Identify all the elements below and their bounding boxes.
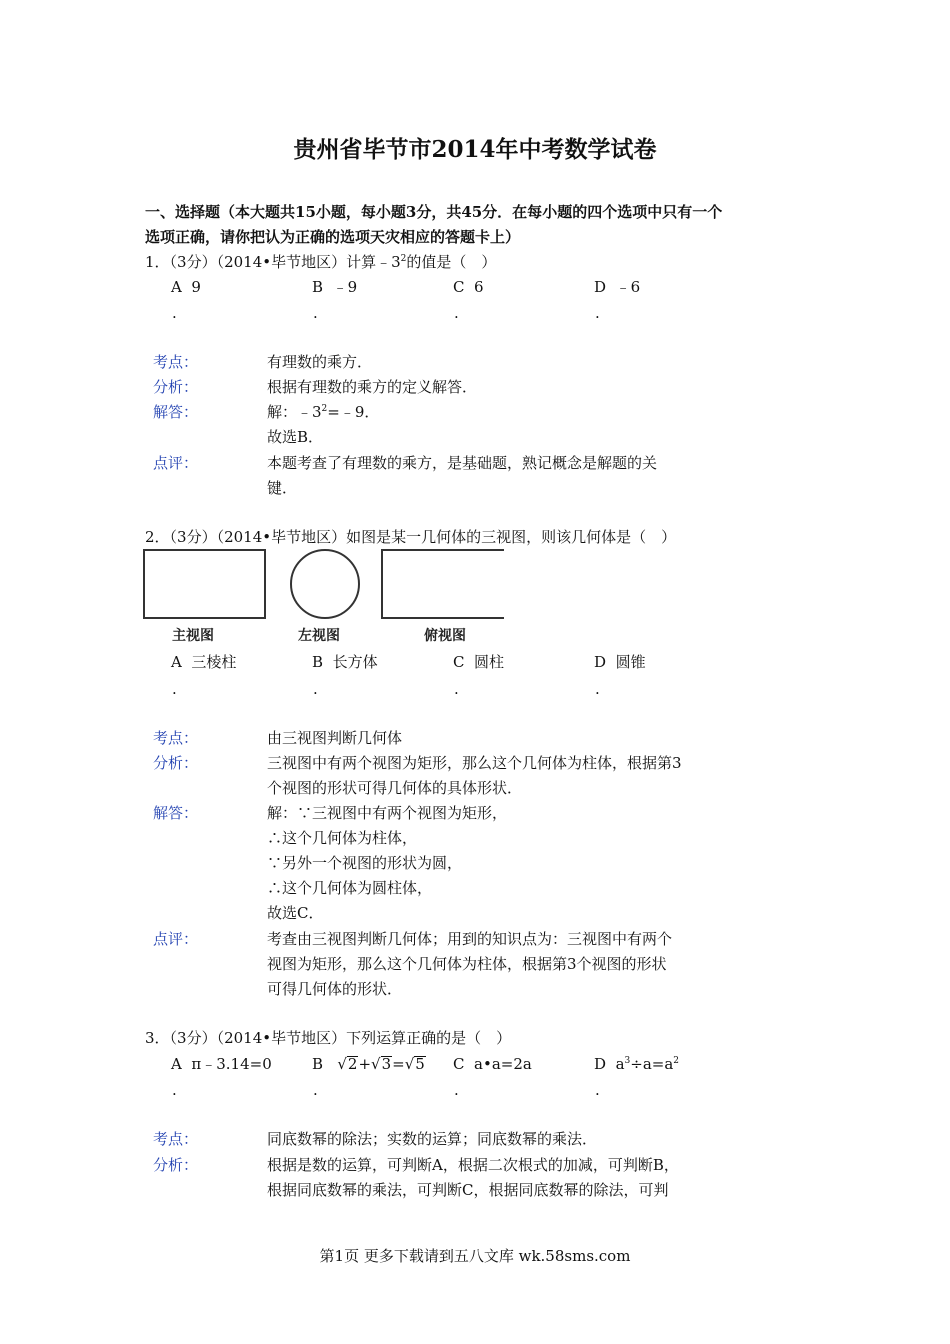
top-view-label: 俯视图 bbox=[424, 628, 466, 644]
q1-jieda-2: 故选B． bbox=[267, 428, 324, 446]
option-dot: . bbox=[313, 680, 318, 698]
q3-option-b: B √2+√3=√5 bbox=[312, 1055, 425, 1073]
q1-jieda-label: 解答： bbox=[153, 403, 199, 421]
q3-kaodian: 同底数幂的除法；实数的运算；同底数幂的乘法． bbox=[267, 1130, 598, 1148]
q2-option-d: D 圆锥 bbox=[594, 653, 646, 671]
q3-fenxi-1: 根据是数的运算，可判断A，根据二次根式的加减，可判断B， bbox=[267, 1156, 679, 1174]
q2-jieda-3: ∵另外一个视图的形状为圆， bbox=[267, 854, 463, 872]
option-dot: . bbox=[172, 1081, 177, 1099]
front-view-rectangle bbox=[143, 549, 266, 619]
q1-option-c: C 6 bbox=[453, 278, 484, 296]
q1-stem: 1．（3分）（2014•毕节地区）计算$﹣3^2$的值是（ ） bbox=[145, 253, 497, 271]
q1-jieda: 解：$﹣3^2=﹣9$． bbox=[267, 403, 380, 421]
q2-option-a: A 三棱柱 bbox=[171, 653, 237, 671]
q3-fenxi-2: 根据同底数幂的乘法，可判断C，根据同底数幂的除法，可判 bbox=[267, 1181, 669, 1199]
q3-option-a: A π﹣3.14=0 bbox=[171, 1055, 272, 1073]
option-dot: . bbox=[454, 680, 459, 698]
q2-fenxi-label: 分析： bbox=[153, 754, 199, 772]
q2-stem: 2．（3分）（2014•毕节地区）如图是某一几何体的三视图，则该几何体是（ ） bbox=[145, 528, 677, 546]
option-dot: . bbox=[454, 304, 459, 322]
q2-kaodian-label: 考点： bbox=[153, 729, 199, 747]
option-dot: . bbox=[595, 680, 600, 698]
q3-option-d: D $a^3\div a=a^2$ bbox=[594, 1055, 680, 1073]
q3-stem: 3．（3分）（2014•毕节地区）下列运算正确的是（ ） bbox=[145, 1029, 512, 1047]
page-footer: 第1页 更多下载请到五八文库 wk.58sms.com bbox=[319, 1247, 631, 1265]
q2-kaodian: 由三视图判断几何体 bbox=[267, 729, 403, 747]
q2-dianping-1: 考查由三视图判断几何体；用到的知识点为：三视图中有两个 bbox=[267, 930, 673, 948]
front-view-label: 主视图 bbox=[172, 628, 214, 644]
q2-dianping-3: 可得几何体的形状． bbox=[267, 980, 403, 998]
option-dot: . bbox=[595, 1081, 600, 1099]
q1-option-b: B ﹣9 bbox=[312, 278, 358, 296]
q1-dianping-label: 点评： bbox=[153, 454, 199, 472]
q1-fenxi-label: 分析： bbox=[153, 378, 199, 396]
q1-fenxi: 根据有理数的乘方的定义解答． bbox=[267, 378, 478, 396]
option-dot: . bbox=[454, 1081, 459, 1099]
q1-option-a: A 9 bbox=[171, 278, 201, 296]
side-view-label: 左视图 bbox=[298, 628, 340, 644]
page-title: 贵州省毕节市2014年中考数学试卷 bbox=[293, 136, 657, 163]
q2-dianping-2: 视图为矩形，那么这个几何体为柱体，根据第3个视图的形状 bbox=[267, 955, 667, 973]
q1-dianping-2: 键． bbox=[267, 479, 298, 497]
top-view-rectangle bbox=[381, 549, 504, 619]
option-dot: . bbox=[313, 304, 318, 322]
q2-jieda-label: 解答： bbox=[153, 804, 199, 822]
section-heading-line1: 一、选择题（本大题共15小题，每小题3分，共45分．在每小题的四个选项中只有一个 bbox=[145, 203, 723, 221]
q3-kaodian-label: 考点： bbox=[153, 1130, 199, 1148]
section-heading-line2: 选项正确，请你把认为正确的选项天灾相应的答题卡上） bbox=[145, 228, 521, 246]
q3-fenxi-label: 分析： bbox=[153, 1156, 199, 1174]
q2-jieda-5: 故选C． bbox=[267, 904, 324, 922]
q2-option-c: C 圆柱 bbox=[453, 653, 505, 671]
q2-jieda-1: 解：∵三视图中有两个视图为矩形， bbox=[267, 804, 508, 822]
q2-option-b: B 长方体 bbox=[312, 653, 378, 671]
option-dot: . bbox=[313, 1081, 318, 1099]
q1-kaodian-label: 考点： bbox=[153, 353, 199, 371]
q1-option-d: D ﹣6 bbox=[594, 278, 641, 296]
option-dot: . bbox=[595, 304, 600, 322]
q2-fenxi-2: 个视图的形状可得几何体的具体形状． bbox=[267, 779, 523, 797]
q2-jieda-2: ∴这个几何体为柱体， bbox=[267, 829, 418, 847]
q3-option-c: C a•a=2a bbox=[453, 1055, 532, 1073]
q1-kaodian: 有理数的乘方． bbox=[267, 353, 373, 371]
option-dot: . bbox=[172, 304, 177, 322]
q2-jieda-4: ∴这个几何体为圆柱体， bbox=[267, 879, 433, 897]
side-view-circle bbox=[290, 549, 360, 619]
q2-dianping-label: 点评： bbox=[153, 930, 199, 948]
q1-dianping-1: 本题考查了有理数的乘方，是基础题，熟记概念是解题的关 bbox=[267, 454, 658, 472]
option-dot: . bbox=[172, 680, 177, 698]
q2-fenxi-1: 三视图中有两个视图为矩形，那么这个几何体为柱体，根据第3 bbox=[267, 754, 682, 772]
